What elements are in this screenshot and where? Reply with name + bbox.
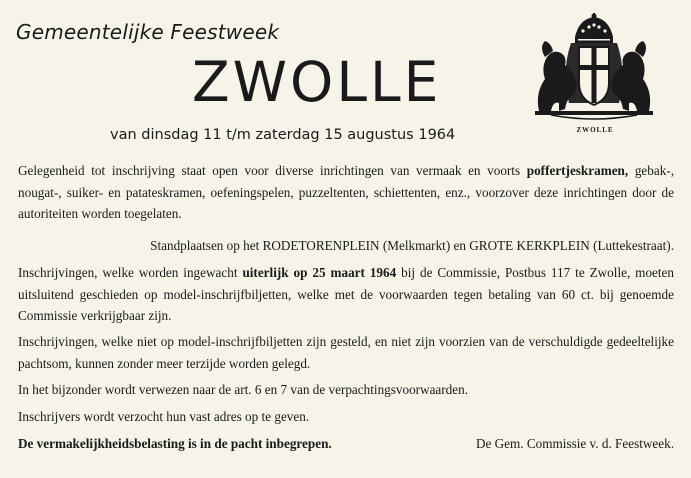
paragraph-reference: In het bijzonder wordt verwezen naar de art. 6 en 7 van de verpachtingsvoorwaarden. (18, 382, 469, 397)
city-title: ZWOLLE (192, 50, 442, 114)
p1-text-a: Gelegenheid tot inschrijving staat open voor diverse inrichtingen van vermaak en voorts (18, 163, 527, 178)
p3-text-a: Inschrijvingen, welke worden ingewacht (18, 265, 243, 280)
event-dates: van dinsdag 11 t/m zaterdag 15 augustus 1964 (110, 127, 456, 143)
event-subtitle: Gemeentelijke Feestweek (16, 20, 280, 44)
zwolle-coat-of-arms-icon (531, 13, 657, 121)
paragraph-registration (18, 160, 674, 225)
p3-bold-deadline: uiterlijk op 25 maart 1964 (242, 265, 397, 280)
paragraph-address: Inschrijvers wordt verzocht hun vast adres op te geven. (18, 409, 310, 424)
p3-text-b: bij de Commissie, Postbus 117 te Zwolle, moeten uitsluitend geschieden op model-inschrijfbiljetten, welke met de voorwaarden tegen betaling van 60 ct. bij genoemde Commissie verkrijgbaar zijn. (18, 265, 674, 323)
p1-text-b: gebak-, nougat-, suiker- en patateskramen, oefeningspelen, puzzeltenten, schiettenten, enz., voorzover deze inrichtingen door de autoriteiten worden toegelaten. (18, 163, 674, 221)
p1-bold: poffertjeskramen, (526, 163, 629, 178)
paragraph-locations: Standplaatsen op het RODETORENPLEIN (Melkmarkt) en GROTE KERKPLEIN (Luttekestraat). (150, 238, 674, 253)
footer-tax-note: De vermakelijkheidsbelasting is in de pacht inbegrepen. (18, 436, 332, 451)
paragraph-invalid-submissions: Inschrijvingen, welke niet op model-inschrijfbiljetten zijn gesteld, en niet zijn voorzien van de verschuldigde gedeeltelijke pachtsom, kunnen zonder meer terzijde worden gelegd. (18, 334, 674, 371)
paragraph-submissions (18, 262, 674, 327)
footer-signature: De Gem. Commissie v. d. Feestweek. (475, 436, 674, 451)
crest-caption: ZWOLLE (576, 126, 614, 134)
